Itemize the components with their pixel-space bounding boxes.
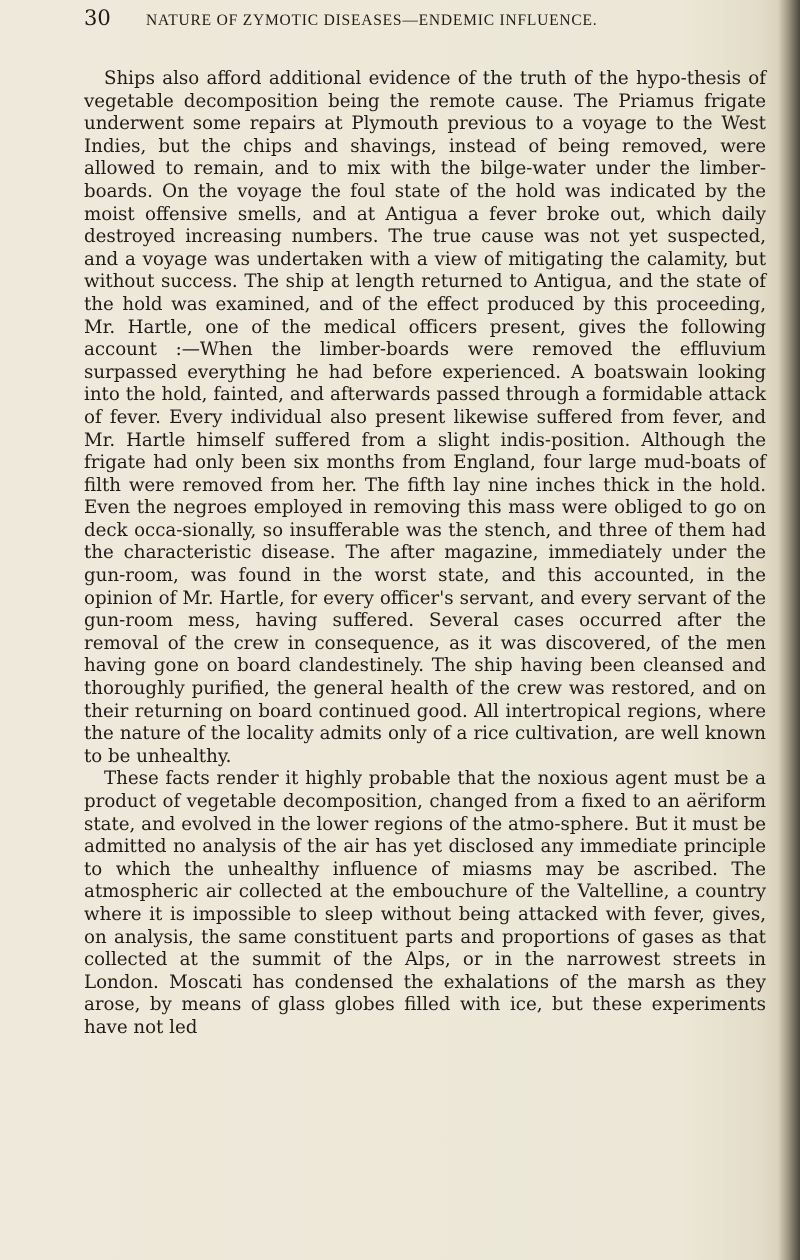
page-number: 30 bbox=[84, 6, 111, 30]
running-head: NATURE OF ZYMOTIC DISEASES—ENDEMIC INFLUENCE. bbox=[146, 12, 598, 29]
body-text bbox=[84, 68, 766, 1040]
page-edge-shadow bbox=[778, 0, 800, 1260]
paragraph: Ships also afford additional evidence of the truth of the hypo-thesis of vegetable decomposition being the remote cause. The Priamus frigate underwent some repairs at Plymouth previous to a voyage to the West Indies, but the chips and shavings, instead of being removed, were allowed to remain, and to mix with the bilge-water under the limber-boards. On the voyage the foul state of the hold was indicated by the moist offensive smells, and at Antigua a fever broke out, which daily destroyed increasing numbers. The true cause was not yet suspected, and a voyage was undertaken with a view of mitigating the calamity, but without success. The ship at length returned to Antigua, and the state of the hold was examined, and of the effect produced by this proceeding, Mr. Hartle, one of the medical officers present, gives the following account :—When the limber-boards were removed the effluvium surpassed everything he had before experienced. A boatswain looking into the hold, fainted, and afterwards passed through a formidable attack of fever. Every individual also present likewise suffered from fever, and Mr. Hartle himself suffered from a slight indis-position. Although the frigate had only been six months from England, four large mud-boats of filth were removed from her. The fifth lay nine inches thick in the hold. Even the negroes employed in removing this mass were obliged to go on deck occa-sionally, so insufferable was the stench, and three of them had the characteristic disease. The after magazine, immediately under the gun-room, was found in the worst state, and this accounted, in the opinion of Mr. Hartle, for every officer's servant, and every servant of the gun-room mess, having suffered. Several cases occurred after the removal of the crew in consequence, as it was discovered, of the men having gone on board clandestinely. The ship having been cleansed and thoroughly purified, the general health of the crew was restored, and on their returning on board continued good. All intertropical regions, where the nature of the locality admits only of a rice cultivation, are well known to be unhealthy. bbox=[84, 68, 766, 767]
paragraph: These facts render it highly probable that the noxious agent must be a product of vegetable decomposition, changed from a fixed to an aëriform state, and evolved in the lower regions of the atmo-sphere. But it must be admitted no analysis of the air has yet disclosed any immediate principle to which the unhealthy influence of miasms may be ascribed. The atmospheric air collected at the embouchure of the Valtelline, a country where it is impossible to sleep without being attacked with fever, gives, on analysis, the same constituent parts and proportions of gases as that collected at the summit of the Alps, or in the narrowest streets in London. Moscati has condensed the exhalations of the marsh as they arose, by means of glass globes filled with ice, but these experiments have not led bbox=[84, 768, 766, 1038]
page-header bbox=[84, 6, 784, 36]
